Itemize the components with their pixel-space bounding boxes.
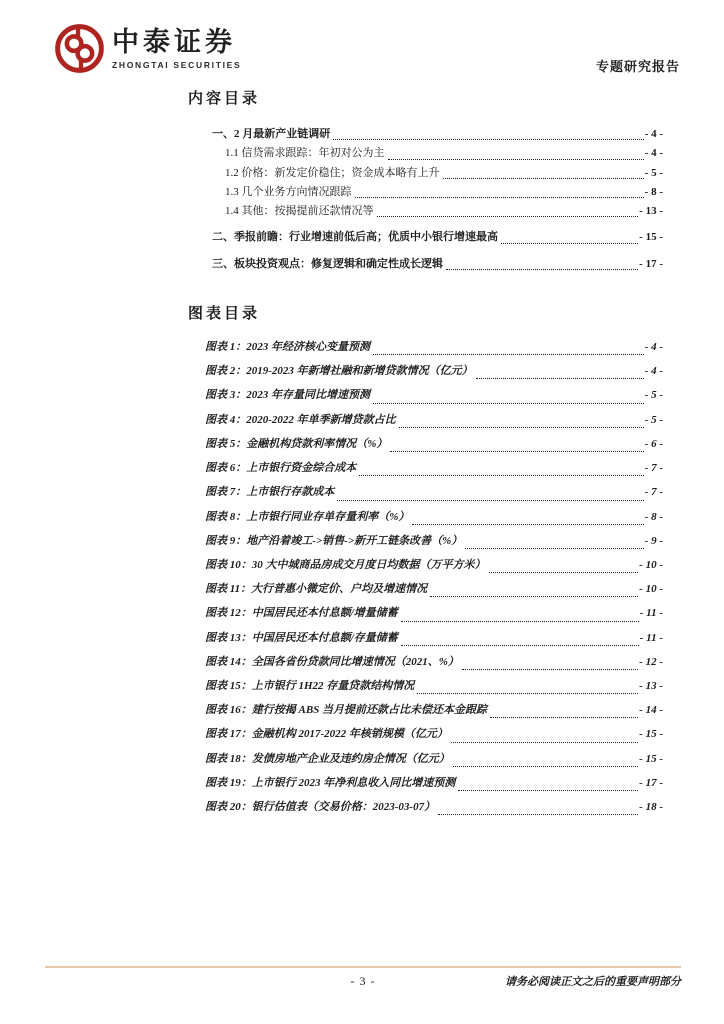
dot-leader bbox=[333, 139, 643, 140]
figures-title: 图表目录 bbox=[188, 306, 261, 323]
brand-text bbox=[112, 27, 241, 70]
dot-leader bbox=[373, 403, 644, 404]
zhongtai-logo-icon bbox=[54, 23, 105, 74]
figure-entry-label: 图表 16：建行按揭 ABS 当月提前还款占比未偿还本金跟踪 bbox=[205, 704, 488, 717]
figure-entry-label: 图表 6：上市银行资金综合成本 bbox=[205, 462, 357, 475]
figure-entry-page-number: - 17 - bbox=[639, 776, 663, 789]
figure-entry[interactable] bbox=[188, 674, 663, 698]
dot-leader bbox=[501, 243, 638, 244]
toc-entry-label: 一、2 月最新产业链调研 bbox=[212, 128, 331, 140]
dot-leader bbox=[451, 742, 638, 743]
toc-entry-page-number: - 13 - bbox=[639, 205, 663, 218]
figure-entry-label: 图表 12：中国居民还本付息额/增量储蓄 bbox=[205, 607, 398, 620]
dot-leader bbox=[417, 693, 638, 694]
dot-leader bbox=[401, 645, 639, 646]
dot-leader bbox=[377, 216, 639, 217]
toc-entry-label: 1.2 价格：新发定价稳住；资金成本略有上升 bbox=[225, 166, 440, 179]
toc-title: 内容目录 bbox=[188, 91, 261, 107]
figure-entry-label: 图表 13：中国居民还本付息额/存量储蓄 bbox=[205, 631, 398, 644]
figure-entry[interactable] bbox=[188, 529, 663, 553]
figure-entry-page-number: - 5 - bbox=[644, 413, 663, 426]
figure-entry-page-number: - 10 - bbox=[639, 583, 663, 596]
figure-entry-page-number: - 15 - bbox=[639, 752, 663, 765]
dot-leader bbox=[462, 669, 638, 670]
figure-entry-label: 图表 15：上市银行 1H22 存量贷款结构情况 bbox=[205, 679, 415, 692]
toc-entry-page-number: - 4 - bbox=[644, 147, 663, 160]
figure-entry-page-number: - 11 - bbox=[639, 607, 663, 620]
figure-entry[interactable] bbox=[188, 722, 663, 746]
toc-entry[interactable] bbox=[188, 202, 663, 221]
dot-leader bbox=[489, 572, 639, 573]
figure-entry[interactable] bbox=[188, 771, 663, 795]
brand-subtitle: ZHONGTAI SECURITIES bbox=[112, 60, 242, 70]
toc-entry-label: 1.4 其他：按揭提前还款情况等 bbox=[225, 205, 374, 218]
page-header bbox=[54, 23, 680, 75]
dot-leader bbox=[458, 790, 638, 791]
figure-entry-label: 图表 18：发债房地产企业及违约房企情况（亿元） bbox=[205, 752, 450, 765]
figure-entry-label: 图表 1：2023 年经济核心变量预测 bbox=[205, 341, 370, 354]
figure-entry-page-number: - 4 - bbox=[644, 365, 663, 378]
toc-entry-page-number: - 8 - bbox=[644, 185, 663, 198]
figure-entry-page-number: - 15 - bbox=[639, 728, 663, 741]
figure-entry-label: 图表 10：30 大中城商品房成交月度日均数据（万平方米） bbox=[205, 558, 486, 571]
figure-entry-label: 图表 19：上市银行 2023 年净利息收入同比增速预测 bbox=[205, 776, 456, 789]
dot-leader bbox=[430, 596, 638, 597]
toc-entry-label: 二、季报前瞻：行业增速前低后高；优质中小银行增速最高 bbox=[212, 231, 498, 244]
dot-leader bbox=[359, 475, 643, 476]
figure-entry-label: 图表 2：2019-2023 年新增社融和新增贷款情况（亿元） bbox=[205, 365, 473, 378]
toc-entry[interactable] bbox=[188, 125, 663, 144]
figure-entry-label: 图表 4：2020-2022 年单季新增贷款占比 bbox=[205, 413, 396, 426]
dot-leader bbox=[412, 524, 643, 525]
figure-entry[interactable] bbox=[188, 650, 663, 674]
dot-leader bbox=[399, 427, 644, 428]
toc-entry[interactable] bbox=[188, 228, 663, 247]
figure-entry-page-number: - 7 - bbox=[644, 486, 663, 499]
figure-entry-label: 图表 5：金融机构贷款利率情况（%） bbox=[205, 437, 388, 450]
figure-entry-label: 图表 14：全国各省份贷款同比增速情况（2021、%） bbox=[205, 655, 459, 668]
figure-entry[interactable] bbox=[188, 432, 663, 456]
page-footer bbox=[45, 966, 681, 989]
footer-page-number: - 3 - bbox=[350, 973, 376, 988]
figure-entry[interactable] bbox=[188, 795, 663, 819]
dot-leader bbox=[490, 717, 638, 718]
figure-entry-page-number: - 5 - bbox=[644, 389, 663, 402]
dot-leader bbox=[388, 159, 644, 160]
dot-leader bbox=[401, 621, 639, 622]
footer-rule bbox=[45, 966, 681, 968]
figure-entry-page-number: - 7 - bbox=[644, 462, 663, 475]
toc-entry-page-number: - 4 - bbox=[644, 128, 663, 140]
footer-row bbox=[45, 973, 681, 989]
toc-entry-label: 三、板块投资观点：修复逻辑和确定性成长逻辑 bbox=[212, 257, 443, 270]
figure-entry-page-number: - 18 - bbox=[639, 800, 663, 813]
toc-entry-page-number: - 15 - bbox=[639, 231, 663, 244]
figure-entry-page-number: - 11 - bbox=[639, 631, 663, 644]
figure-entry[interactable] bbox=[188, 480, 663, 504]
report-type-label: 专题研究报告 bbox=[595, 59, 680, 74]
toc-entry[interactable] bbox=[188, 255, 663, 274]
figure-entry[interactable] bbox=[188, 383, 663, 407]
figure-entry-page-number: - 12 - bbox=[639, 655, 663, 668]
figure-entry-page-number: - 13 - bbox=[639, 679, 663, 692]
toc-entry-label: 1.3 几个业务方向情况跟踪 bbox=[225, 185, 352, 198]
toc-entry-page-number: - 17 - bbox=[639, 257, 663, 270]
figure-entry-page-number: - 4 - bbox=[644, 341, 663, 354]
figure-entry-page-number: - 6 - bbox=[644, 437, 663, 450]
figures-list bbox=[188, 335, 663, 819]
figure-entry-page-number: - 9 - bbox=[644, 534, 663, 547]
figure-entry-label: 图表 17：金融机构 2017-2022 年核销规模（亿元） bbox=[205, 728, 448, 741]
document-body bbox=[188, 90, 663, 819]
figure-entry[interactable] bbox=[188, 601, 663, 625]
figure-entry-label: 图表 20：银行估值表（交易价格：2023-03-07） bbox=[205, 800, 436, 813]
figure-entry[interactable] bbox=[188, 408, 663, 432]
figure-entry-page-number: - 14 - bbox=[639, 704, 663, 717]
figure-entry[interactable] bbox=[188, 456, 663, 480]
figure-entry[interactable] bbox=[188, 577, 663, 601]
figure-entry-label: 图表 11：大行普惠小微定价、户均及增速情况 bbox=[205, 583, 428, 596]
dot-leader bbox=[476, 378, 644, 379]
figure-entry-label: 图表 3：2023 年存量同比增速预测 bbox=[205, 389, 370, 402]
dot-leader bbox=[373, 354, 644, 355]
dot-leader bbox=[355, 197, 644, 198]
dot-leader bbox=[438, 814, 638, 815]
figure-entry[interactable] bbox=[188, 359, 663, 383]
figure-entry-label: 图表 7：上市银行存款成本 bbox=[205, 486, 335, 499]
dot-leader bbox=[390, 451, 643, 452]
brand-block bbox=[54, 23, 241, 74]
toc-entry-label: 1.1 信贷需求跟踪：年初对公为主 bbox=[225, 147, 385, 160]
dot-leader bbox=[453, 766, 638, 767]
dot-leader bbox=[337, 500, 643, 501]
toc-entry[interactable] bbox=[188, 183, 663, 202]
figure-entry-label: 图表 9：地产沿着竣工->销售->新开工链条改善（%） bbox=[205, 534, 463, 547]
dot-leader bbox=[443, 178, 644, 179]
figure-entry[interactable] bbox=[188, 335, 663, 359]
figure-entry[interactable] bbox=[188, 553, 663, 577]
figure-entry-label: 图表 8：上市银行同业存单存量利率（%） bbox=[205, 510, 410, 523]
toc-entry[interactable] bbox=[188, 144, 663, 163]
figure-entry[interactable] bbox=[188, 747, 663, 771]
brand-name: 中泰证券 bbox=[112, 27, 236, 57]
figure-entry[interactable] bbox=[188, 626, 663, 650]
figure-entry[interactable] bbox=[188, 505, 663, 529]
figure-entry[interactable] bbox=[188, 698, 663, 722]
figure-entry-page-number: - 10 - bbox=[639, 558, 663, 571]
figure-entry-page-number: - 8 - bbox=[644, 510, 663, 523]
toc-entry-page-number: - 5 - bbox=[644, 166, 663, 179]
toc-entry[interactable] bbox=[188, 164, 663, 183]
dot-leader bbox=[465, 548, 643, 549]
dot-leader bbox=[446, 269, 638, 270]
footer-disclaimer: 请务必阅读正文之后的重要声明部分 bbox=[505, 976, 681, 988]
toc-list bbox=[188, 125, 663, 274]
